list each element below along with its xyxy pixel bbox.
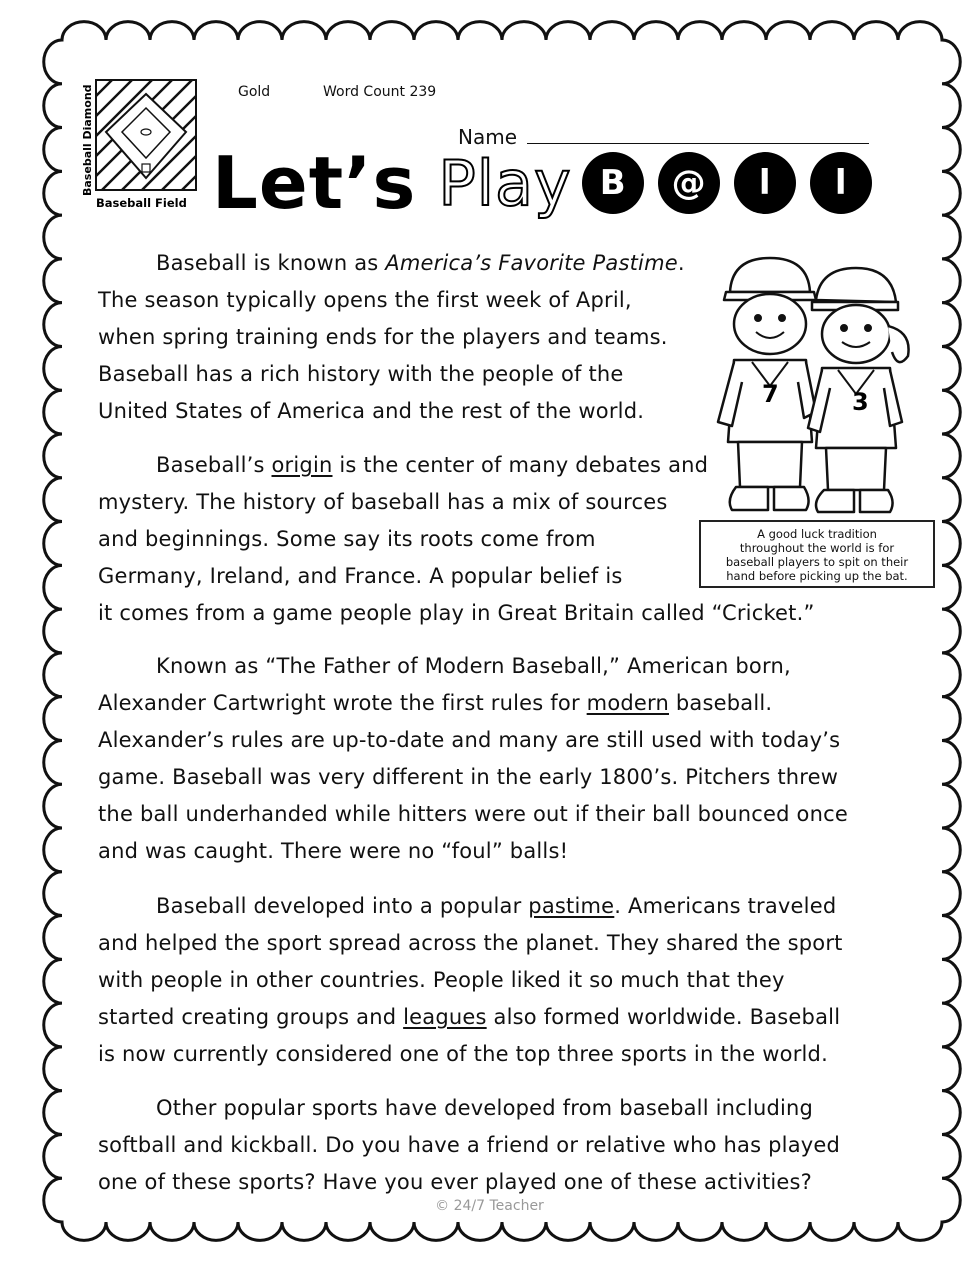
text-line: Alexander Cartwright wrote the first rules for modern baseball. [98, 691, 773, 715]
text-line: with people in other countries. People liked it so much that they [98, 968, 785, 992]
jersey-number-right: 3 [852, 388, 869, 416]
title-bubble-letter: l [810, 152, 872, 214]
caption-line: throughout the world is for [739, 541, 895, 555]
paragraph-3 [98, 648, 848, 870]
title-bubble-letters [582, 152, 872, 214]
text-line: one of these sports? Have you ever played one of these activities? [98, 1170, 813, 1194]
name-label: Name [458, 125, 518, 149]
paragraph-1 [98, 245, 685, 430]
text-line: game. Baseball was very different in the early 1800’s. Pitchers threw [98, 765, 839, 789]
text-line: is now currently considered one of the top three sports in the world. [98, 1042, 828, 1066]
title-bubble-letter: l [734, 152, 796, 214]
title-bubble-letter: @ [658, 152, 720, 214]
text-line: started creating groups and leagues also formed worldwide. Baseball [98, 1005, 841, 1029]
logo-horizontal-label: Baseball Field [96, 196, 187, 210]
text-line: The season typically opens the first week of April, [98, 288, 632, 312]
caption-line: baseball players to spit on their [725, 555, 909, 569]
text-line: and was caught. There were no “foul” balls! [98, 839, 569, 863]
text-line: softball and kickball. Do you have a friend or relative who has played [98, 1133, 841, 1157]
page-title [212, 138, 872, 228]
italic-phrase: America’s Favorite Pastime [385, 251, 678, 275]
text-line: Other popular sports have developed from baseball including [156, 1096, 814, 1120]
title-outline-word: Play [438, 146, 572, 220]
title-bubble-letter: B [582, 152, 644, 214]
baseball-diamond-logo [78, 74, 204, 214]
text-line: Baseball has a rich history with the people of the [98, 362, 624, 386]
text-line: Baseball developed into a popular pastime. Americans traveled [156, 894, 837, 918]
text-line: Baseball’s origin is the center of many debates and [156, 453, 709, 477]
vocab-word-pastime: pastime [528, 894, 615, 918]
jersey-number-left: 7 [762, 380, 779, 408]
text-line: and beginnings. Some say its roots come from [98, 527, 596, 551]
text-line: United States of America and the rest of the world. [98, 399, 645, 423]
vocab-word-leagues: leagues [403, 1005, 487, 1029]
text-line: Baseball is known as America’s Favorite Pastime. [156, 251, 685, 275]
logo-vertical-label: Baseball Diamond [81, 84, 94, 196]
text-line: mystery. The history of baseball has a mix of sources [98, 490, 668, 514]
text-line: when spring training ends for the players and teams. [98, 325, 668, 349]
text-line: and helped the sport spread across the planet. They shared the sport [98, 931, 843, 955]
title-bold-word: Let’s [212, 141, 417, 225]
caption-line: A good luck tradition [757, 527, 877, 541]
text-line: the ball underhanded while hitters were out if their ball bounced once [98, 802, 848, 826]
text-line: Known as “The Father of Modern Baseball,” American born, [156, 654, 791, 678]
caption-line: hand before picking up the bat. [726, 569, 908, 583]
text-line: Germany, Ireland, and France. A popular belief is [98, 564, 623, 588]
paragraph-5 [98, 1090, 840, 1201]
text-line: it comes from a game people play in Great Britain called “Cricket.” [98, 601, 815, 625]
text-line: Alexander’s rules are up-to-date and many are still used with today’s [98, 728, 841, 752]
paragraph-4 [98, 888, 843, 1073]
vocab-word-modern: modern [586, 691, 669, 715]
word-count: Word Count 239 [323, 84, 437, 100]
vocab-word-origin: origin [271, 453, 333, 477]
paragraph-2 [98, 447, 815, 632]
copyright-footer: © 24/7 Teacher [435, 1198, 544, 1214]
reading-level: Gold [238, 84, 271, 100]
